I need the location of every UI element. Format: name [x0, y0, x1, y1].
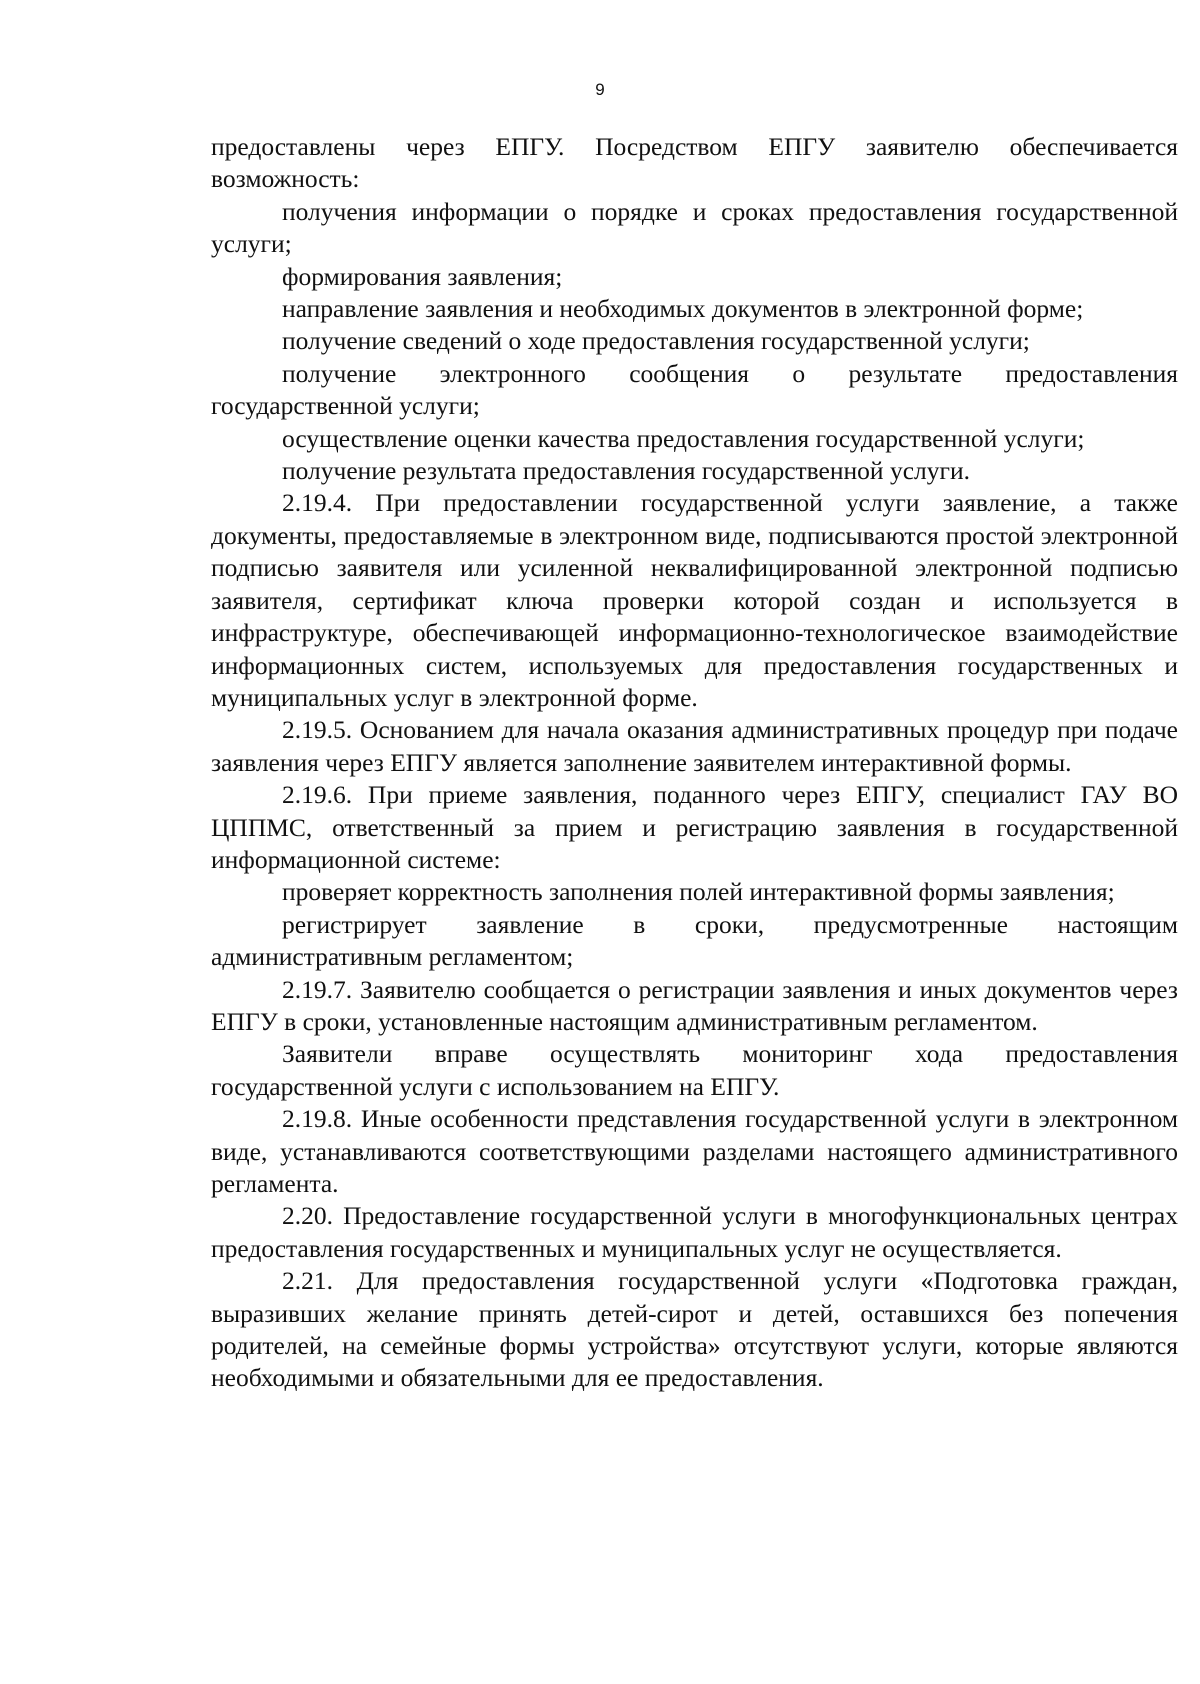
paragraph-2-19-4: 2.19.4. При предоставлении государственной услуги заявление, а также документы, предоставляемые в электронном виде, подписываются простой электронной подписью заявителя или усиленной неквалифицированной электронной подписью заявителя, сертификат ключа проверки которой создан и используется в инфраструктуре, обеспечивающей информационно-технологическое взаимодействие информационных систем, используемых для предоставления государственных и муниципальных услуг в электронной форме. [211, 488, 1178, 712]
paragraph-2-20: 2.20. Предоставление государственной услуги в многофункциональных центрах предоставления государственных и муниципальных услуг не осуществляется. [211, 1201, 1178, 1263]
paragraph-2-19-5: 2.19.5. Основанием для начала оказания административных процедур при подаче заявления через ЕПГУ является заполнение заявителем интерактивной формы. [211, 715, 1178, 777]
paragraph-2-19-8: 2.19.8. Иные особенности представления государственной услуги в электронном виде, устанавливаются соответствующими разделами настоящего административного регламента. [211, 1104, 1178, 1198]
document-body [211, 131, 1178, 1395]
list-item-result-receipt: получение результата предоставления государственной услуги. [282, 456, 970, 486]
list-item-application-forming: формирования заявления; [282, 261, 563, 291]
list-item-result-message: получение электронного сообщения о результате предоставления государственной услуги; [211, 358, 1178, 421]
list-item-progress-info: получение сведений о ходе предоставления государственной услуги; [282, 326, 1030, 356]
paragraph-2-21: 2.21. Для предоставления государственной услуги «Подготовка граждан, выразивших желание принять детей-сирот и детей, оставшихся без попечения родителей, на семейные формы устройства» отсутствуют услуги, которые являются необходимыми и обязательными для ее предоставления. [211, 1266, 1178, 1393]
page-number: 9 [595, 80, 605, 99]
paragraph-2-19-7: 2.19.7. Заявителю сообщается о регистрации заявления и иных документов через ЕПГУ в сроки, установленные настоящим административным регламентом. [211, 974, 1178, 1036]
paragraph-intro: предоставлены через ЕПГУ. Посредством ЕПГУ заявителю обеспечивается возможность: [211, 132, 1178, 194]
list-item-register: регистрирует заявление в сроки, предусмотренные настоящим административным регламентом; [211, 909, 1178, 972]
list-item-check-fields: проверяет корректность заполнения полей интерактивной формы заявления; [282, 877, 1115, 907]
list-item-sending: направление заявления и необходимых документов в электронной форме; [282, 294, 1084, 324]
paragraph-monitoring: Заявители вправе осуществлять мониторинг хода предоставления государственной услуги с использованием на ЕПГУ. [211, 1039, 1178, 1101]
paragraph-2-19-6: 2.19.6. При приеме заявления, поданного через ЕПГУ, специалист ГАУ ВО ЦППМС, ответственный за прием и регистрацию заявления в государственной информационной системе: [211, 780, 1178, 874]
list-item-information: получения информации о порядке и сроках предоставления государственной услуги; [211, 196, 1178, 259]
list-item-quality-assessment: осуществление оценки качества предоставления государственной услуги; [282, 423, 1085, 453]
